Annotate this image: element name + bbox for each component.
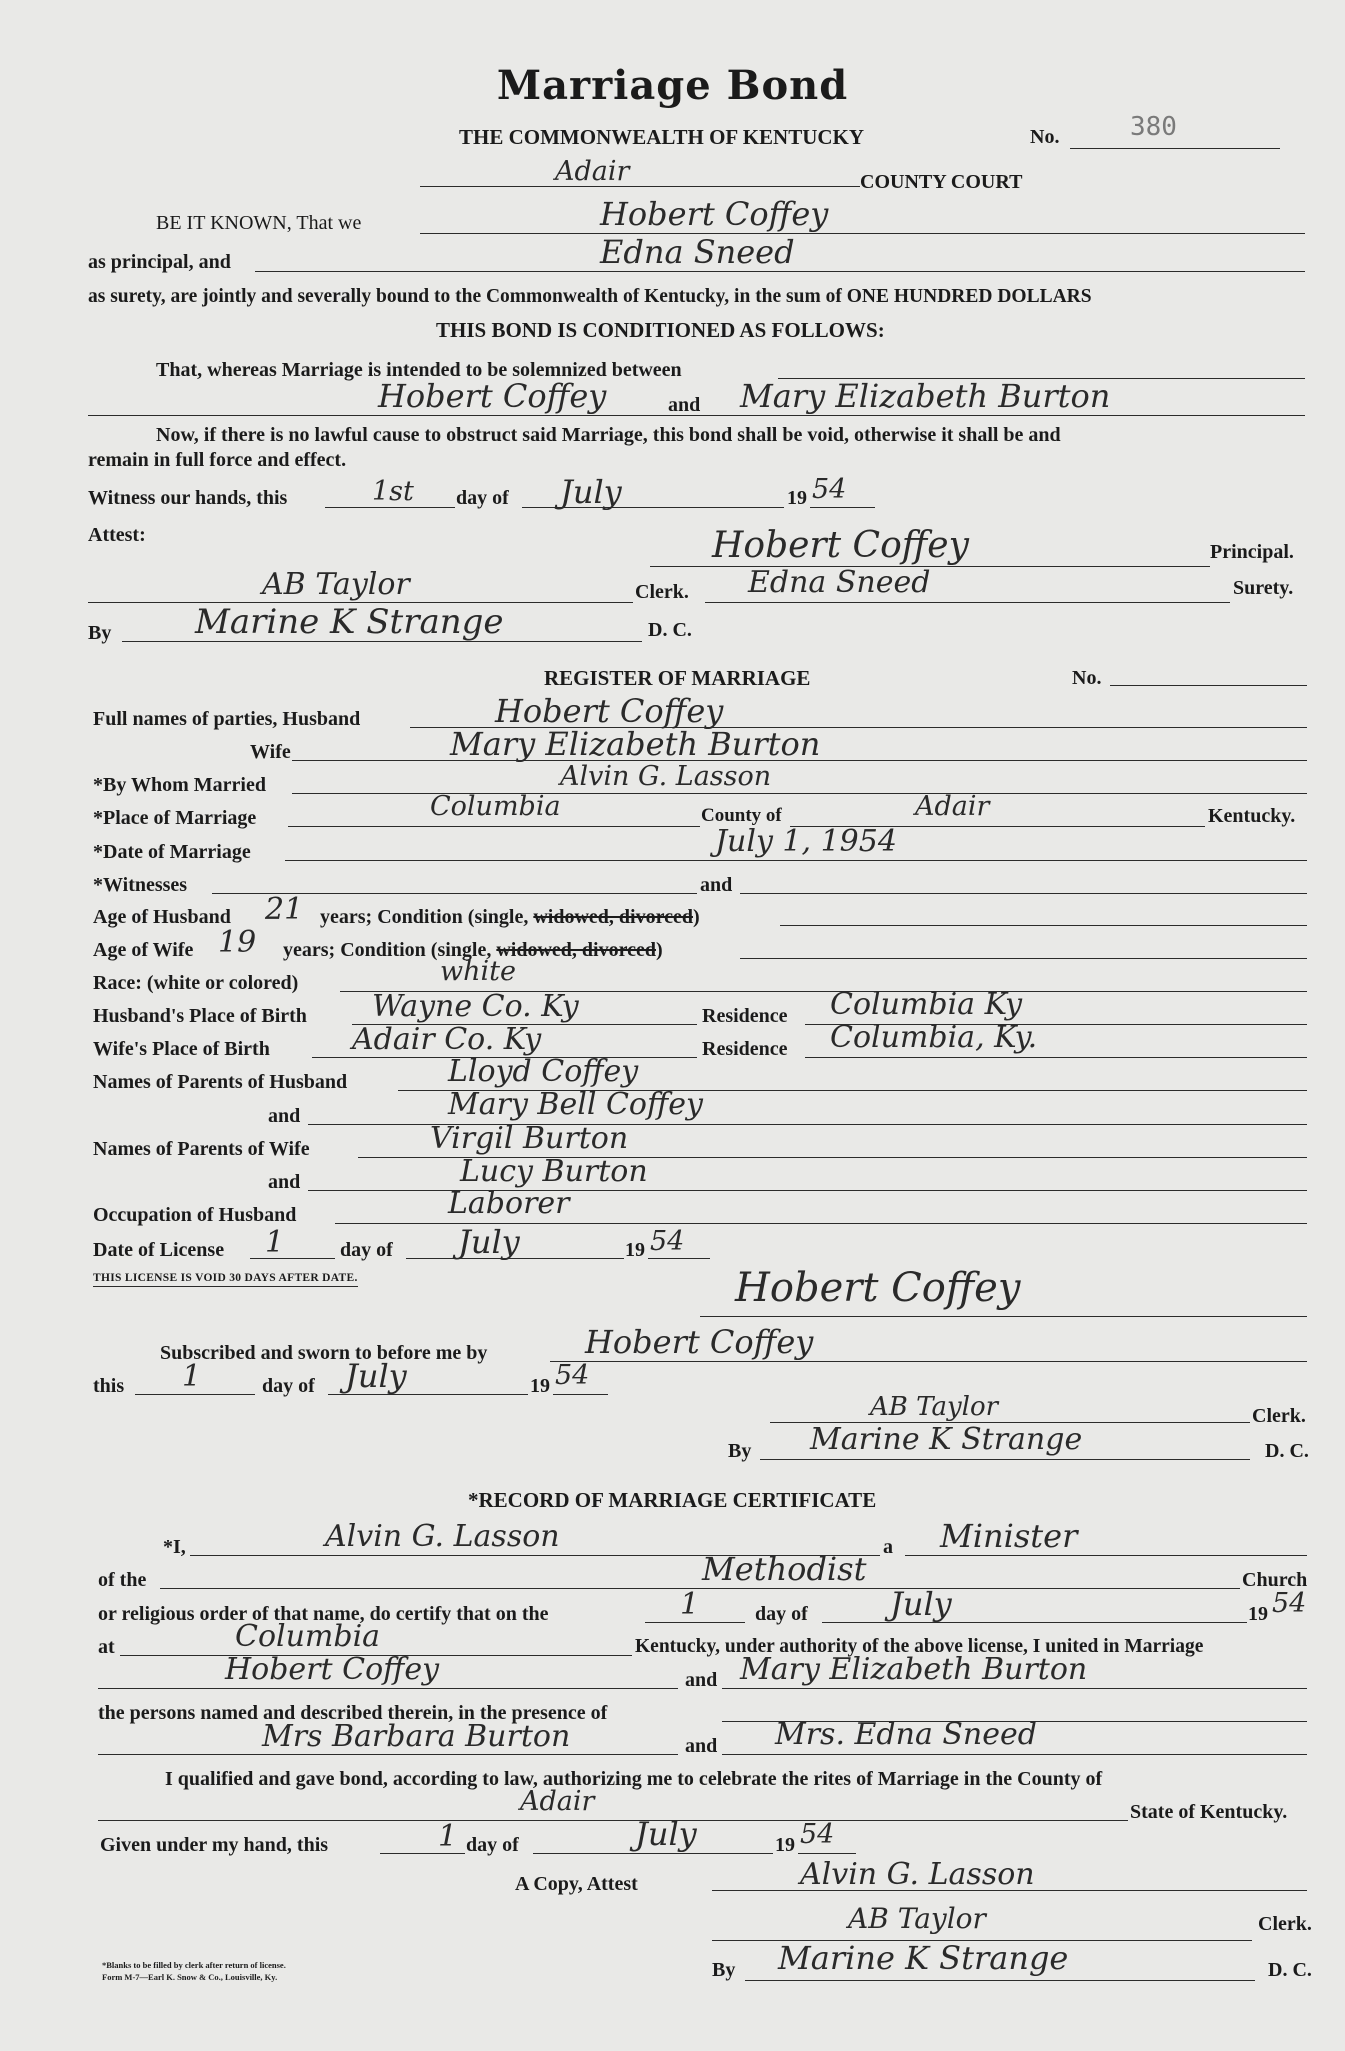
copy-attest-label: A Copy, Attest [515,1873,638,1895]
number-label: No. [1030,126,1060,148]
given-day: 1 [438,1819,458,1854]
officiant-signature: Alvin G. Lasson [800,1857,1035,1892]
subscribed-line [550,1361,1307,1362]
parents-husband-label: Names of Parents of Husband [93,1071,348,1093]
principal-sig-label: Principal. [1210,541,1294,563]
wife-birth: Adair Co. Ky [352,1022,542,1057]
surety-sig-label: Surety. [1233,577,1294,599]
cert-place: Columbia [235,1619,381,1654]
parents-husband-2: Mary Bell Coffey [448,1087,703,1122]
given-month-line [533,1853,773,1854]
footer-note-blanks: *Blanks to be filled by clerk after return of license. [102,1960,286,1970]
sworn-day: 1 [182,1359,202,1394]
state-label: State of Kentucky. [1130,1801,1288,1823]
bond-dc-signature: Marine K Strange [195,602,504,642]
clerk-signature: AB Taylor [262,567,410,602]
principal-line [420,233,1305,234]
cert-clerk-signature: AB Taylor [848,1902,986,1935]
sworn-year-line [553,1394,608,1395]
given-month: July [635,1815,697,1853]
wife-residence-label: Residence [702,1038,788,1060]
subscribed-by: Hobert Coffey [585,1323,814,1361]
bond-by-label: By [88,622,112,644]
cert-by-label: By [712,1959,736,1981]
cert-dc-line [745,1980,1255,1981]
attest-label: Attest: [88,524,146,546]
cert-witness1-line [98,1754,678,1755]
surety-name: Edna Sneed [600,233,795,271]
given-label: Given under my hand, this [100,1834,329,1856]
race-value: white [440,956,516,987]
cert-witness2-line [722,1754,1307,1755]
license-day-line [250,1258,335,1259]
place-line [288,826,700,827]
sworn-year: 54 [555,1360,590,1391]
number-line [1070,148,1280,149]
given-day-of-label: day of [466,1834,519,1856]
register-number-label: No. [1072,667,1102,689]
license-year: 54 [650,1226,685,1257]
witnesses-label: *Witnesses [93,874,188,896]
cert-day-of-label: day of [755,1603,808,1625]
applicant-signature: Hobert Coffey [735,1265,1021,1311]
witness-month: July [560,473,622,511]
register-number-line [1110,685,1307,686]
persons-named-clause: the persons named and described therein, in the presence of [98,1702,608,1724]
cert-month: July [890,1585,952,1623]
occupation-label: Occupation of Husband [93,1204,297,1226]
license-day-of-label: day of [340,1239,393,1261]
register-clerk-label: Clerk. [1252,1405,1306,1427]
register-dc-signature: Marine K Strange [810,1422,1083,1457]
cert-party2-line [722,1688,1307,1689]
age-husband-label: Age of Husband [93,906,231,928]
officiant-role: Minister [940,1517,1078,1555]
register-heading: REGISTER OF MARRIAGE [544,666,811,690]
cert-year: 54 [1272,1588,1307,1619]
wife-condition-line [740,958,1307,959]
principal-name: Hobert Coffey [600,195,829,233]
subscribed-label: Subscribed and sworn to before me by [160,1342,488,1364]
document-number: 380 [1130,112,1177,142]
date-label: *Date of Marriage [93,841,251,863]
witness2-line [740,893,1307,894]
place-label: *Place of Marriage [93,807,257,829]
years-condition-label: years; Condition (single, [320,906,529,928]
document-title: Marriage Bond [496,62,849,109]
license-month: July [458,1223,520,1261]
license-void-notice: THIS LICENSE IS VOID 30 DAYS AFTER DATE. [93,1272,358,1287]
license-date-label: Date of License [93,1239,225,1261]
cert-year-prefix: 19 [1248,1603,1268,1625]
parents-wife-2: Lucy Burton [460,1154,648,1189]
cert-dc-signature: Marine K Strange [778,1939,1069,1977]
date-value: July 1, 1954 [715,824,897,859]
cert-witness1: Mrs Barbara Burton [262,1719,571,1754]
cert-clerk-label: Clerk. [1258,1913,1312,1935]
county-handwritten: Adair [555,156,630,187]
register-county: Adair [915,791,990,822]
witness-day-line [325,507,455,508]
role-line [905,1555,1307,1556]
principal-signature: Hobert Coffey [712,525,969,566]
age-husband: 21 [265,892,304,927]
place-value: Columbia [430,791,561,822]
witness-year: 54 [812,474,847,505]
given-year: 54 [800,1819,835,1850]
husband-name: Hobert Coffey [495,692,724,730]
conditioned-heading: THIS BOND IS CONDITIONED AS FOLLOWS: [436,318,885,342]
lawful-cause-clause-1: Now, if there is no lawful cause to obstruct said Marriage, this bond shall be void, otherwise it shall be and [156,424,1061,446]
cert-county: Adair [520,1786,595,1817]
given-year-line [798,1853,856,1854]
full-names-label: Full names of parties, Husband [93,708,361,730]
cert-and-label: and [685,1669,718,1691]
cert-day-line [645,1622,745,1623]
cert-a-label: a [883,1536,893,1558]
witnesses-and-label: and [700,874,733,896]
parents-husband-and: and [268,1105,301,1127]
witness-day-of-label: day of [456,487,509,509]
sworn-month: July [345,1357,407,1395]
surety-clause: as surety, are jointly and severally bound to the Commonwealth of Kentucky, in the sum of ONE HUNDRED DOLLARS [88,286,1092,307]
witness-year-prefix: 19 [787,487,807,509]
lawful-cause-clause-2: remain in full force and effect. [88,449,347,471]
age-wife: 19 [218,925,257,960]
given-year-prefix: 19 [775,1834,795,1856]
cert-party1-line [98,1688,678,1689]
cert-dc-label: D. C. [1268,1959,1312,1981]
witness-label: Witness our hands, this [88,487,288,509]
license-year-line [648,1258,710,1259]
church-label: Church [1242,1569,1308,1591]
church-line [160,1588,1240,1589]
husband-birth-label: Husband's Place of Birth [93,1005,307,1027]
cert-day: 1 [680,1587,700,1622]
sworn-year-prefix: 19 [530,1375,550,1397]
wife-label: Wife [250,741,291,763]
footer-note-form: Form M-7—Earl K. Snow & Co., Louisville, Ky. [102,1972,278,1982]
sworn-day-of-label: day of [262,1375,315,1397]
parents-wife-and: and [268,1171,301,1193]
wife-residence: Columbia, Ky. [830,1020,1038,1055]
wife-name: Mary Elizabeth Burton [450,725,821,763]
sworn-day-line [135,1394,255,1395]
cert-party1: Hobert Coffey [225,1652,440,1687]
condition-close-paren: ) [655,939,663,961]
register-by-label: By [728,1440,752,1462]
occupation-value: Laborer [448,1186,570,1221]
officiant-name: Alvin G. Lasson [325,1519,560,1554]
parents-husband-1: Lloyd Coffey [448,1054,639,1089]
cert-party2: Mary Elizabeth Burton [740,1652,1088,1687]
county-court-label: COUNTY COURT [860,171,1023,193]
husband-residence-label: Residence [702,1005,788,1027]
cert-witness-and-label: and [685,1735,718,1757]
church-name: Methodist [702,1550,867,1588]
by-whom-label: *By Whom Married [93,774,266,796]
age-wife-label: Age of Wife [93,939,194,961]
license-year-prefix: 19 [625,1239,645,1261]
cert-county-line [98,1820,1128,1821]
wife-birth-label: Wife's Place of Birth [93,1038,270,1060]
parents-wife-1: Virgil Burton [430,1121,629,1156]
age-husband-condition [320,907,700,927]
wife-residence-line [805,1057,1307,1058]
husband-residence: Columbia Ky [830,987,1023,1022]
sworn-this-label: this [93,1375,125,1397]
parents-wife-label: Names of Parents of Wife [93,1138,310,1160]
party2-name: Mary Elizabeth Burton [740,377,1111,415]
whereas-clause: That, whereas Marriage is intended to be solemnized between [156,359,682,381]
license-day: 1 [265,1225,285,1260]
condition-close-paren: ) [692,906,700,928]
bond-dc-label: D. C. [648,619,692,641]
race-label: Race: (white or colored) [93,972,299,994]
widowed-divorced-struck: widowed, divorced [496,939,656,961]
husband-birth: Wayne Co. Ky [372,989,579,1024]
applicant-sig-line [700,1316,1307,1317]
kentucky-authority-clause: Kentucky, under authority of the above license, I united in Marriage [635,1636,1204,1657]
county-of-label: County of [701,805,782,826]
qualified-clause: I qualified and gave bond, according to law, authorizing me to celebrate the rites of Marriage in the County of [165,1768,1103,1790]
witness-day: 1st [372,476,414,507]
register-dc-line [760,1459,1250,1460]
surety-signature: Edna Sneed [748,565,931,600]
kentucky-label: Kentucky. [1208,805,1296,827]
cert-month-line [822,1622,1247,1623]
be-it-known-label: BE IT KNOWN, That we [156,212,362,234]
by-whom-name: Alvin G. Lasson [560,761,772,792]
cert-at-label: at [98,1636,115,1658]
surety-sig-line [705,602,1230,603]
witness-year-line [810,507,875,508]
cert-i-label: *I, [163,1536,186,1558]
register-clerk-signature: AB Taylor [870,1392,999,1422]
certificate-heading: *RECORD OF MARRIAGE CERTIFICATE [468,1488,877,1512]
date-line [285,860,1307,861]
as-principal-label: as principal, and [88,251,231,273]
surety-line [255,271,1305,272]
husband-condition-line [780,925,1307,926]
religious-order-clause: or religious order of that name, do certify that on the [98,1603,549,1625]
of-the-label: of the [98,1569,147,1591]
and-label: and [668,394,701,416]
county-line [420,186,860,187]
widowed-divorced-struck: widowed, divorced [533,906,693,928]
cert-witness2: Mrs. Edna Sneed [775,1717,1037,1752]
principal-sig-line [650,566,1210,567]
party1-name: Hobert Coffey [378,377,607,415]
register-dc-label: D. C. [1265,1440,1309,1462]
commonwealth-heading: THE COMMONWEALTH OF KENTUCKY [459,125,865,149]
clerk-sig-label: Clerk. [635,581,689,603]
years-condition-label: years; Condition (single, [283,939,492,961]
